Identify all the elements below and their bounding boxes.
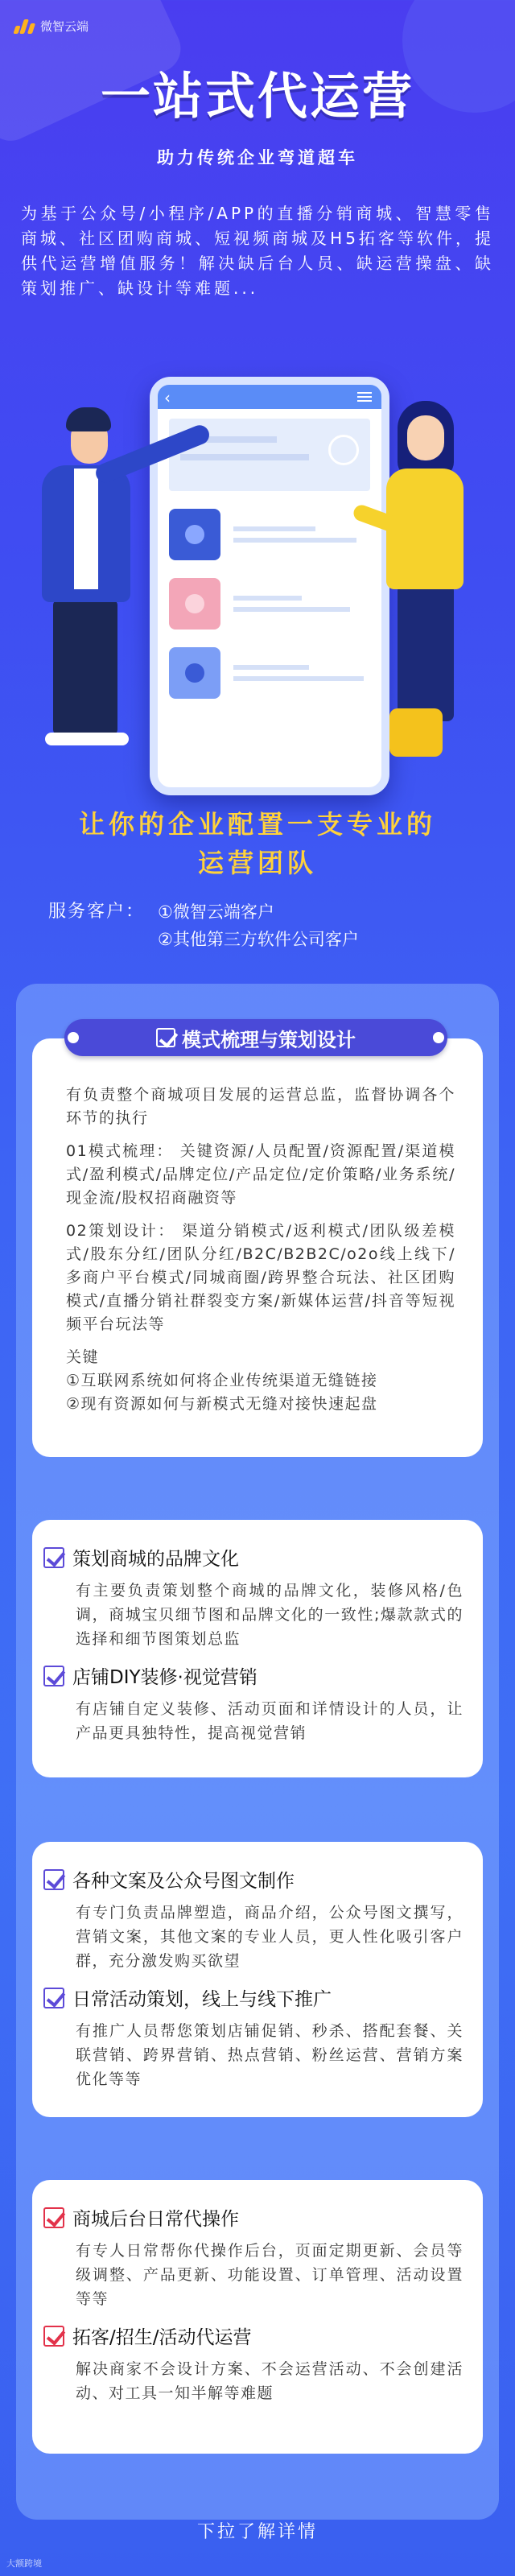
phone-list-item	[169, 509, 370, 560]
card-paragraph: 有负责整个商城项目发展的运营总监，监督协调各个环节的执行	[66, 1086, 455, 1127]
service-item-body: 解决商家不会设计方案、不会运营活动、不会创建活动、对工具一知半解等难题	[76, 2360, 464, 2402]
service-title-text: 策划商城的品牌文化	[72, 1549, 239, 1570]
card-paragraph: 关键	[66, 1348, 100, 1366]
hero-illustration	[0, 370, 515, 805]
tagline-line2: 运营团队	[197, 848, 317, 878]
service-title-text: 日常活动策划，线上与线下推广	[72, 1989, 332, 2010]
phone-list-item	[169, 578, 370, 630]
service-title-text: 各种文案及公众号图文制作	[72, 1871, 295, 1892]
service-card-content	[32, 1842, 483, 2117]
page-title: 一站式代运营	[100, 67, 414, 126]
intro-text: 为基于公众号/小程序/APP的直播分销商城、智慧零售商城、社区团购商城、短视频商城及H5拓客等软件，提供代运营增值服务！解决缺后台人员、缺运营操盘、缺策划推广、缺设计等难题...	[21, 204, 494, 298]
service-item-title	[43, 1866, 464, 1893]
tagline-line1: 让你的企业配置一支专业的	[78, 809, 436, 840]
logo-icon	[14, 19, 35, 34]
menu-icon	[357, 392, 372, 402]
service-item-body: 有专门负责品牌塑造，商品介绍，公众号图文撰写，营销文案，其他文案的专业人员，更人性化吸引客户群，充分激发购买欲望	[76, 1904, 464, 1970]
service-card-brand	[32, 1520, 483, 1777]
section-title: 模式梳理与策划设计	[182, 1028, 356, 1051]
service-item-body: 有店铺自定义装修、活动页面和详情设计的人员，让产品更具独特性，提高视觉营销	[76, 1700, 464, 1742]
card-paragraph: ①互联网系统如何将企业传统渠道无缝链接	[66, 1372, 378, 1389]
client-item: ②其他第三方软件公司客户	[158, 930, 359, 949]
card-paragraph: 01模式梳理： 关键资源/人员配置/资源配置/渠道模式/盈利模式/品牌定位/产品定位/定价策略/业务系统/现金流/股权招商融资等	[66, 1142, 455, 1207]
service-item-title	[43, 2322, 464, 2349]
client-item: ①微智云端客户	[158, 902, 274, 922]
watermark: 大额跨境	[6, 2558, 42, 2569]
section-card-strategy	[32, 1038, 483, 1457]
checkbox-icon	[43, 2326, 64, 2347]
clients-label: 服务客户：	[48, 902, 146, 922]
checkbox-icon	[43, 1869, 64, 1890]
service-item-body: 有推广人员帮您策划店铺促销、秒杀、搭配套餐、关联营销、跨界营销、热点营销、粉丝运营、营销方案优化等等	[76, 2022, 464, 2088]
checkbox-icon	[43, 1666, 64, 1686]
service-item-title	[43, 1544, 464, 1571]
checkbox-icon	[156, 1028, 175, 1047]
scroll-more-link[interactable]: 下拉了解详情	[196, 2522, 318, 2542]
service-item-title	[43, 2204, 464, 2231]
card-paragraph: 02策划设计： 渠道分销模式/返利模式/团队级差模式/股东分红/团队分红/B2C/B2B2C/o2o线上线下/多商户平台模式/同城商圈/跨界整合玩法、社区团购模式/直播分销社群裂变方案/新媒体运营/抖音等短视频平台玩法等	[66, 1222, 455, 1333]
checkbox-icon	[43, 2207, 64, 2228]
service-title-text: 商城后台日常代操作	[72, 2209, 239, 2230]
phone-list-item	[169, 647, 370, 699]
clients-block	[48, 898, 359, 953]
logo	[14, 18, 89, 35]
tile-icon	[169, 647, 220, 699]
service-item-title	[43, 1662, 464, 1689]
tile-icon	[169, 509, 220, 560]
service-card-operations	[32, 2180, 483, 2454]
back-icon: ‹	[164, 388, 171, 407]
service-item-body: 有主要负责策划整个商城的品牌文化，装修风格/色调，商城宝贝细节图和品牌文化的一致性;爆款款式的选择和细节图策划总监	[76, 1582, 464, 1648]
checkbox-icon	[43, 1988, 64, 2008]
phone-topbar	[158, 385, 381, 409]
service-title-text: 店铺DIY装修·视觉营销	[72, 1667, 258, 1688]
checkbox-icon	[43, 1547, 64, 1568]
card-paragraph: ②现有资源如何与新模式无缝对接快速起盘	[66, 1395, 378, 1413]
logo-text: 微智云端	[40, 19, 89, 34]
service-item-body: 有专人日常帮你代操作后台，页面定期更新、会员等级调整、产品更新、功能设置、订单管理、活动设置等等	[76, 2242, 464, 2308]
service-title-text: 拓客/招生/活动代运营	[72, 2327, 252, 2348]
section-title-pill	[64, 1019, 447, 1056]
tagline	[0, 805, 515, 882]
service-item-title	[43, 1984, 464, 2011]
tile-icon	[169, 578, 220, 630]
page-subtitle: 助力传统企业弯道超车	[157, 148, 358, 167]
